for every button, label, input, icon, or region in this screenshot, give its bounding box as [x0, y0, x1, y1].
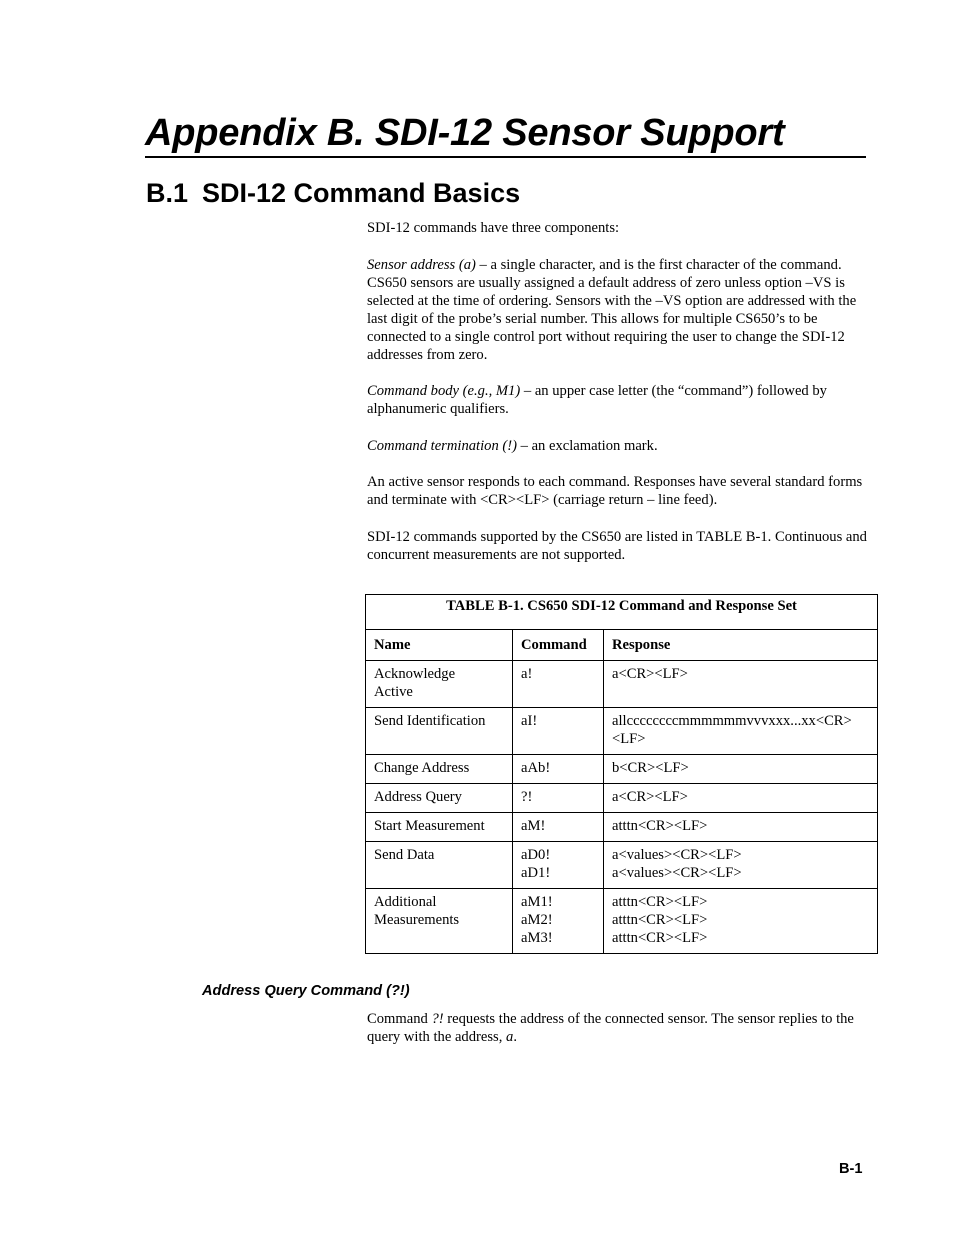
cell-line: Send Data [374, 847, 435, 863]
active-sensor-text: An active sensor responds to each command. Responses have several standard forms and terminate with <CR><LF> (carriage return – line feed). [367, 474, 863, 508]
response-cell [604, 784, 878, 813]
cell-line: atttn<CR><LF> [612, 930, 708, 946]
intro-text: SDI-12 commands have three components: [367, 220, 620, 236]
cell-line: Measurements [374, 912, 460, 928]
sensor-address-text: – a single character, and is the first character of the command. CS650 sensors are usually assigned a default address of zero unless option –VS is selected at the time of ordering. Sensors with the –VS option are addressed with the last digit of the probe’s serial number. This allows for multiple CS650’s to be connected to a single control port without requiring the user to change the SDI-12 addresses from zero. [367, 257, 857, 363]
cell-line: Send Identification [374, 713, 486, 729]
cell-line: aD0! [521, 847, 551, 863]
page-number: B-1 [839, 1161, 863, 1177]
response-cell [604, 708, 878, 755]
title-rule [145, 156, 866, 158]
command-termination-paragraph [367, 437, 867, 455]
cell-line: aM1! [521, 894, 553, 910]
cell-line: Acknowledge [374, 666, 456, 682]
cell-line: atttn<CR><LF> [612, 894, 708, 910]
active-sensor-paragraph [367, 473, 867, 509]
response-cell [604, 889, 878, 954]
cell-line: b<CR><LF> [612, 760, 689, 776]
cell-line: allccccccccmmmmmmvvvxxx...xx<CR> [612, 713, 852, 729]
command-body-text: – an upper case letter (the “command”) followed by alphanumeric qualifiers. [367, 383, 827, 417]
cell-line: a! [521, 666, 533, 682]
section-heading [146, 178, 520, 209]
cell-line: aD1! [521, 865, 551, 881]
cell-line: aM! [521, 818, 546, 834]
cell-line: ?! [521, 789, 533, 805]
cell-line: aAb! [521, 760, 551, 776]
query-command-term: ?! [431, 1011, 444, 1027]
response-cell [604, 842, 878, 889]
name-cell [366, 813, 513, 842]
command-cell [513, 842, 604, 889]
cell-line: Change Address [374, 760, 470, 776]
name-cell [366, 784, 513, 813]
subsection-heading: Address Query Command (?!) [202, 983, 410, 999]
command-body-paragraph [367, 382, 867, 418]
query-text-middle: requests the address of the connected sensor. The sensor replies to the query with the address, [367, 1011, 854, 1045]
name-cell [366, 661, 513, 708]
cell-line: a<CR><LF> [612, 666, 688, 682]
command-cell [513, 784, 604, 813]
table-row [366, 661, 878, 708]
cell-line: Active [374, 684, 413, 700]
column-header-name: Name [366, 630, 513, 661]
column-header-response: Response [604, 630, 878, 661]
query-address-term: a [506, 1029, 514, 1045]
cell-line: Additional [374, 894, 437, 910]
column-header-command: Command [513, 630, 604, 661]
table-row [366, 889, 878, 954]
page-title: Appendix B. SDI-12 Sensor Support [145, 112, 785, 154]
name-cell [366, 708, 513, 755]
response-cell [604, 755, 878, 784]
supported-commands-text: SDI-12 commands supported by the CS650 are listed in TABLE B-1. Continuous and concurrent measurements are not supported. [367, 529, 867, 563]
section-title: SDI-12 Command Basics [202, 178, 521, 208]
command-body-term: Command body (e.g., M1) [367, 383, 521, 399]
command-termination-term: Command termination (!) [367, 438, 517, 454]
name-cell [366, 889, 513, 954]
cell-line: a<values><CR><LF> [612, 865, 742, 881]
cell-line: Start Measurement [374, 818, 485, 834]
cell-line: atttn<CR><LF> [612, 912, 708, 928]
command-response-table [365, 594, 878, 954]
cell-line: aM2! [521, 912, 553, 928]
cell-line: <LF> [612, 731, 646, 747]
command-cell [513, 889, 604, 954]
query-text-before: Command [367, 1011, 432, 1027]
table-body [366, 661, 878, 954]
cell-line: aI! [521, 713, 538, 729]
table-caption: TABLE B-1. CS650 SDI-12 Command and Response Set [366, 595, 878, 630]
intro-paragraph [367, 219, 867, 237]
response-cell [604, 661, 878, 708]
command-cell [513, 755, 604, 784]
cell-line: atttn<CR><LF> [612, 818, 708, 834]
command-termination-text: – an exclamation mark. [516, 438, 658, 454]
command-cell [513, 708, 604, 755]
table-row [366, 813, 878, 842]
table-row [366, 755, 878, 784]
table-row [366, 784, 878, 813]
sensor-address-term: Sensor address (a) [367, 257, 476, 273]
table-row [366, 708, 878, 755]
table-header-row [366, 630, 878, 661]
command-cell [513, 813, 604, 842]
table-row [366, 842, 878, 889]
cell-line: aM3! [521, 930, 553, 946]
command-cell [513, 661, 604, 708]
name-cell [366, 842, 513, 889]
query-text-after: . [513, 1029, 517, 1045]
cell-line: Address Query [374, 789, 462, 805]
response-cell [604, 813, 878, 842]
name-cell [366, 755, 513, 784]
section-number: B.1 [146, 178, 189, 208]
cell-line: a<CR><LF> [612, 789, 688, 805]
cell-line: a<values><CR><LF> [612, 847, 742, 863]
address-query-paragraph [367, 1010, 867, 1046]
supported-commands-paragraph [367, 528, 867, 564]
sensor-address-paragraph [367, 256, 867, 364]
